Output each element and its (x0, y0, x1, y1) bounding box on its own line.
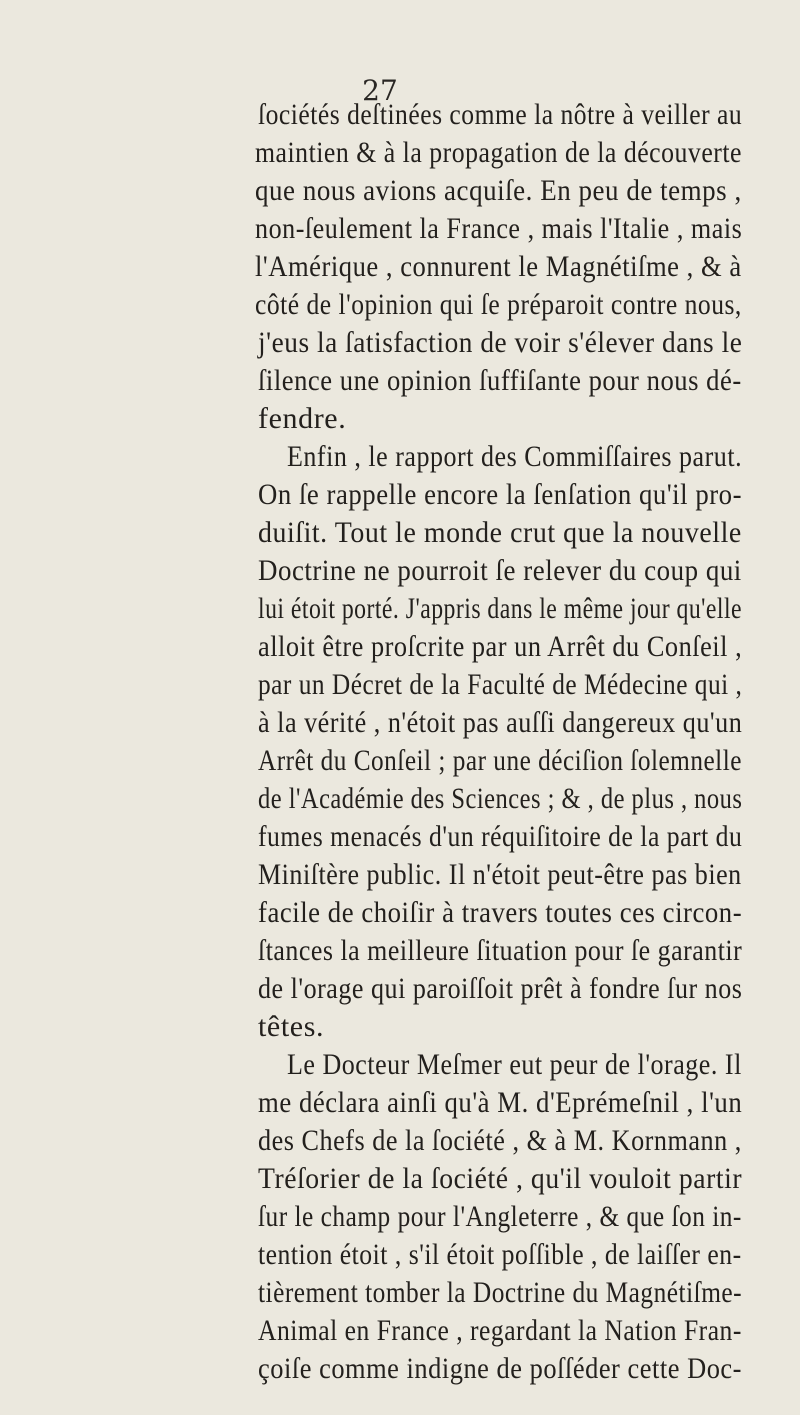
text-line: maintien & à la propagation de la découverte (255, 136, 743, 169)
text-line: Animal en France , regardant la Nation Fran- (258, 1314, 742, 1347)
text-line: têtes. (258, 1010, 325, 1043)
text-line: par un Décret de la Faculté de Médecine qui , (258, 668, 743, 701)
text-line: alloit être proſcrite par un Arrêt du Conſeil , (258, 630, 743, 663)
text-line: que nous avions acquiſe. En peu de temps , (255, 174, 742, 207)
text-line: Arrêt du Conſeil ; par une déciſion ſolemnelle (258, 744, 742, 777)
text-line: j'eus la ſatisfaction de voir s'élever dans le (258, 326, 743, 359)
text-line: Enfin , le rapport des Commiſſaires parut. (287, 440, 743, 473)
page-number: 27 (362, 74, 398, 107)
text-line: des Chefs de la ſociété , & à M. Kornmann , (258, 1124, 742, 1157)
text-line: lui étoit porté. J'appris dans le même jour qu'elle (258, 592, 743, 625)
text-line: ſociétés deſtinées comme la nôtre à veiller au (258, 98, 743, 131)
text-line: de l'Académie des Sciences ; & , de plus , nous (258, 782, 743, 815)
text-line: Tréſorier de la ſociété , qu'il vouloit partir (258, 1162, 743, 1195)
text-line: tièrement tomber la Doctrine du Magnétiſme- (258, 1276, 743, 1309)
text-line: duiſit. Tout le monde crut que la nouvelle (258, 516, 742, 549)
text-line: On ſe rappelle encore la ſenſation qu'il pro- (258, 478, 743, 511)
text-line: tention étoit , s'il étoit poſſible , de laiſſer en- (258, 1238, 742, 1271)
text-line: non-ſeulement la France , mais l'Italie , mais (255, 212, 743, 245)
text-line: me déclara ainſi qu'à M. d'Eprémeſnil , l'un (258, 1086, 743, 1119)
text-line: Miniſtère public. Il n'étoit peut-être pas bien (258, 858, 742, 891)
text-line: Doctrine ne pourroit ſe relever du coup qui (258, 554, 742, 587)
text-line: ſilence une opinion ſuffiſante pour nous dé- (258, 364, 742, 397)
text-line: ſur le champ pour l'Angleterre , & que ſon in- (258, 1200, 742, 1233)
text-line: fumes menacés d'un réquiſitoire de la part du (258, 820, 743, 853)
text-line: de l'orage qui paroiſſoit prêt à fondre ſur nos (258, 972, 743, 1005)
text-line: à la vérité , n'étoit pas auſſi dangereux qu'un (258, 706, 743, 739)
text-line: çoiſe comme indigne de poſſéder cette Doc- (258, 1352, 742, 1385)
text-line: facile de choiſir à travers toutes ces circon- (258, 896, 743, 929)
text-line: côté de l'opinion qui ſe préparoit contre nous, (255, 288, 742, 321)
text-line: ſtances la meilleure ſituation pour ſe garantir (258, 934, 743, 967)
text-line: Le Docteur Meſmer eut peur de l'orage. Il (287, 1048, 742, 1081)
text-line: fendre. (258, 402, 347, 435)
text-line: l'Amérique , connurent le Magnétiſme , & à (255, 250, 742, 283)
